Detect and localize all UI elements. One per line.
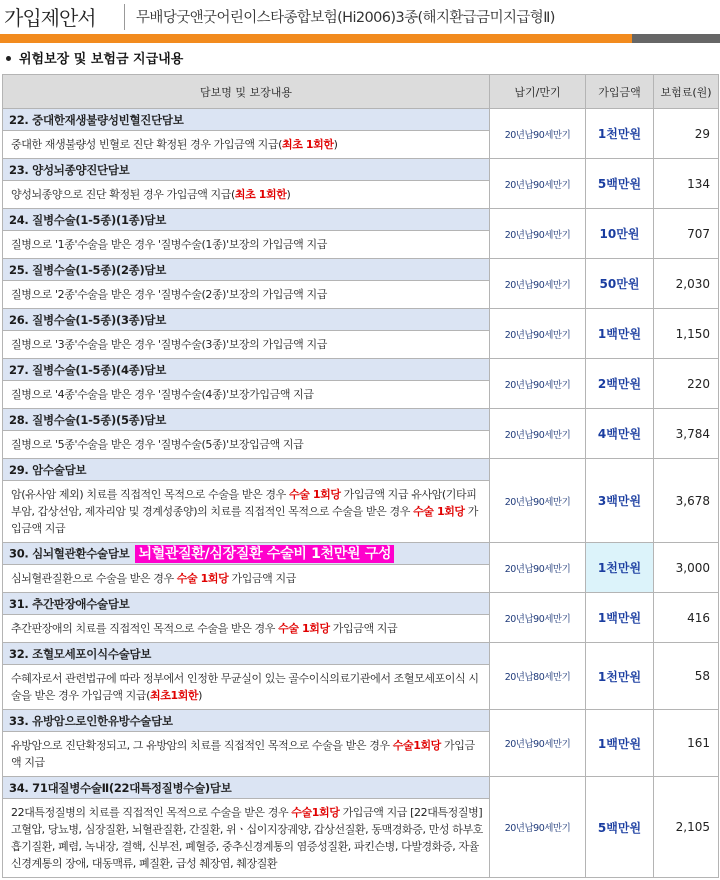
coverage-name: 26. 질병수술(1-5종)(3종)담보 bbox=[9, 312, 167, 327]
bullet-icon bbox=[6, 56, 11, 61]
coverage-name-cell bbox=[3, 459, 490, 481]
description-text: 추간판장애의 치료를 직접적인 목적으로 수술을 받은 경우 bbox=[11, 622, 279, 635]
coverage-term: 20년납90세만기 bbox=[490, 209, 586, 259]
coverage-name: 31. 추간판장애수술담보 bbox=[9, 596, 130, 611]
coverage-name-row bbox=[3, 409, 719, 431]
section-heading bbox=[6, 48, 183, 68]
header-name: 담보명 및 보장내용 bbox=[3, 75, 490, 109]
coverage-description bbox=[3, 331, 490, 359]
description-text: ) bbox=[198, 689, 203, 702]
coverage-term: 20년납90세만기 bbox=[490, 710, 586, 777]
description-text: 심뇌혈관질환으로 수술을 받은 경우 bbox=[11, 572, 177, 585]
coverage-name-row bbox=[3, 209, 719, 231]
header-premium: 보험료(원) bbox=[654, 75, 719, 109]
description-text: 질병으로 '3종'수술을 받은 경우 '질병수술(3종)'보장의 가입금액 지급 bbox=[11, 338, 327, 351]
coverage-name-row bbox=[3, 459, 719, 481]
coverage-name-row bbox=[3, 359, 719, 381]
coverage-name-row bbox=[3, 777, 719, 799]
coverage-name: 25. 질병수술(1-5종)(2종)담보 bbox=[9, 262, 167, 277]
coverage-premium: 58 bbox=[654, 643, 719, 710]
coverage-premium: 3,000 bbox=[654, 543, 719, 593]
description-text: 가입금액 지급 [22대특정질병] 고혈압, 당뇨병, 심장질환, 뇌혈관질환, 간질환, 위ㆍ십이지장궤양, 갑상선질환, 동맥경화증, 만성 하부호흡기질환, 폐렴, 녹내장, 결핵, 신부전, 폐혈증, 중추신경계통의 염증성질환, 파킨슨병, 다발경화증, 자율신경계통의 장애, 대동맥류, 폐질환, 급성 췌장염, 췌장질환 bbox=[11, 806, 483, 870]
description-text: 가입금액 지급 bbox=[11, 505, 478, 535]
coverage-name-cell bbox=[3, 643, 490, 665]
coverage-amount: 1천만원 bbox=[586, 543, 654, 593]
coverage-description bbox=[3, 665, 490, 710]
emphasis-text: 수술 1회당 bbox=[176, 572, 229, 585]
coverage-name-row bbox=[3, 543, 719, 565]
coverage-term: 20년납90세만기 bbox=[490, 159, 586, 209]
coverage-description bbox=[3, 732, 490, 777]
coverage-name-cell bbox=[3, 109, 490, 131]
coverage-name-cell bbox=[3, 593, 490, 615]
coverage-name: 24. 질병수술(1-5종)(1종)담보 bbox=[9, 212, 167, 227]
document-title: 가입제안서 bbox=[4, 6, 96, 30]
coverage-name: 34. 71대질병수술Ⅱ(22대특정질병수술)담보 bbox=[9, 780, 232, 795]
coverage-amount: 5백만원 bbox=[586, 159, 654, 209]
header-amount: 가입금액 bbox=[586, 75, 654, 109]
emphasis-text: 최초1회한 bbox=[150, 689, 199, 702]
description-text: ) bbox=[286, 188, 291, 201]
coverage-description bbox=[3, 565, 490, 593]
coverage-amount: 5백만원 bbox=[586, 777, 654, 878]
description-text: 22대특정질병의 치료를 직접적인 목적으로 수술을 받은 경우 bbox=[11, 806, 292, 819]
coverage-description bbox=[3, 231, 490, 259]
coverage-premium: 2,030 bbox=[654, 259, 719, 309]
coverage-amount: 1백만원 bbox=[586, 710, 654, 777]
coverage-name-cell bbox=[3, 359, 490, 381]
coverage-amount: 50만원 bbox=[586, 259, 654, 309]
coverage-name: 33. 유방암으로인한유방수술담보 bbox=[9, 713, 173, 728]
coverage-premium: 29 bbox=[654, 109, 719, 159]
accent-bar bbox=[0, 34, 632, 43]
product-name: 무배당굿앤굿어린이스타종합보험(Hi2006)3종(해지환급금미지급형Ⅱ) bbox=[136, 10, 555, 26]
coverage-term: 20년납90세만기 bbox=[490, 259, 586, 309]
coverage-premium: 2,105 bbox=[654, 777, 719, 878]
coverage-name-cell bbox=[3, 159, 490, 181]
emphasis-text: 수술 1회당 bbox=[413, 505, 465, 518]
coverage-term: 20년납90세만기 bbox=[490, 777, 586, 878]
coverage-name-row bbox=[3, 109, 719, 131]
coverage-term: 20년납90세만기 bbox=[490, 109, 586, 159]
description-text: 중대한 재생불량성 빈혈로 진단 확정된 경우 가입금액 지급( bbox=[11, 138, 282, 151]
emphasis-text: 수술 1회당 bbox=[288, 488, 341, 501]
coverage-name-row bbox=[3, 643, 719, 665]
coverage-term: 20년납90세만기 bbox=[490, 409, 586, 459]
description-text: 가입금액 지급 bbox=[228, 572, 296, 585]
description-text: 질병으로 '5종'수술을 받은 경우 '질병수술(5종)'보장입금액 지급 bbox=[11, 438, 304, 451]
description-text: 질병으로 '4종'수술을 받은 경우 '질병수술(4종)'보장가입금액 지급 bbox=[11, 388, 314, 401]
coverage-name: 28. 질병수술(1-5종)(5종)담보 bbox=[9, 412, 167, 427]
coverage-name: 29. 암수술담보 bbox=[9, 462, 87, 477]
description-text: 양성뇌종양으로 진단 확정된 경우 가입금액 지급( bbox=[11, 188, 235, 201]
coverage-name: 22. 중대한재생불량성빈혈진단담보 bbox=[9, 112, 184, 127]
coverage-term: 20년납90세만기 bbox=[490, 543, 586, 593]
coverage-term: 20년납90세만기 bbox=[490, 459, 586, 543]
coverage-name-row bbox=[3, 159, 719, 181]
coverage-premium: 416 bbox=[654, 593, 719, 643]
accent-bar-gray bbox=[632, 34, 720, 43]
coverage-name-row bbox=[3, 593, 719, 615]
description-text: 질병으로 '1종'수술을 받은 경우 '질병수술(1종)'보장의 가입금액 지급 bbox=[11, 238, 327, 251]
coverage-name: 23. 양성뇌종양진단담보 bbox=[9, 162, 130, 177]
highlight-note: 뇌혈관질환/심장질환 수술비 1천만원 구성 bbox=[135, 545, 394, 563]
coverage-amount: 1백만원 bbox=[586, 309, 654, 359]
coverage-name-cell bbox=[3, 710, 490, 732]
table-header-row bbox=[3, 75, 719, 109]
coverage-premium: 220 bbox=[654, 359, 719, 409]
coverage-name-row bbox=[3, 309, 719, 331]
coverage-name: 32. 조혈모세포이식수술담보 bbox=[9, 646, 152, 661]
description-text: 가입금액 지급 bbox=[11, 739, 475, 769]
coverage-premium: 1,150 bbox=[654, 309, 719, 359]
coverage-name-cell bbox=[3, 209, 490, 231]
coverage-name-cell bbox=[3, 259, 490, 281]
coverage-premium: 3,784 bbox=[654, 409, 719, 459]
coverage-premium: 161 bbox=[654, 710, 719, 777]
emphasis-text: 수술 1회당 bbox=[278, 622, 330, 635]
coverage-premium: 3,678 bbox=[654, 459, 719, 543]
emphasis-text: 수술1회당 bbox=[291, 806, 340, 819]
coverage-amount: 1천만원 bbox=[586, 109, 654, 159]
coverage-name-cell bbox=[3, 777, 490, 799]
coverage-description bbox=[3, 481, 490, 543]
header-term: 납기/만기 bbox=[490, 75, 586, 109]
description-text: 가입금액 지급 bbox=[329, 622, 398, 635]
coverage-amount: 10만원 bbox=[586, 209, 654, 259]
section-title: 위험보장 및 보험금 지급내용 bbox=[19, 52, 184, 67]
coverage-name: 30. 심뇌혈관환수술담보 bbox=[9, 546, 130, 560]
emphasis-text: 수술1회당 bbox=[392, 739, 441, 752]
coverage-description bbox=[3, 799, 490, 878]
description-text: 질병으로 '2종'수술을 받은 경우 '질병수술(2종)'보장의 가입금액 지급 bbox=[11, 288, 327, 301]
description-text: ) bbox=[333, 138, 338, 151]
coverage-amount: 1천만원 bbox=[586, 643, 654, 710]
coverage-name-cell bbox=[3, 543, 490, 565]
description-text: 암(유사암 제외) 치료를 직접적인 목적으로 수술을 받은 경우 bbox=[11, 488, 289, 501]
description-text: 가입금액 지급 유사암(기타피부암, 갑상선암, 제자리암 및 경계성종양)의 치료를 직접적인 목적으로 수술을 받은 경우 bbox=[11, 488, 477, 518]
coverage-name-cell bbox=[3, 309, 490, 331]
emphasis-text: 최초 1회한 bbox=[234, 188, 287, 201]
coverage-amount: 1백만원 bbox=[586, 593, 654, 643]
coverage-term: 20년납90세만기 bbox=[490, 359, 586, 409]
coverage-amount: 3백만원 bbox=[586, 459, 654, 543]
coverage-term: 20년납90세만기 bbox=[490, 309, 586, 359]
coverage-amount: 2백만원 bbox=[586, 359, 654, 409]
coverage-table bbox=[2, 74, 719, 878]
coverage-description bbox=[3, 431, 490, 459]
coverage-name-cell bbox=[3, 409, 490, 431]
coverage-premium: 707 bbox=[654, 209, 719, 259]
coverage-name-row bbox=[3, 259, 719, 281]
coverage-description bbox=[3, 281, 490, 309]
description-text: 유방암으로 진단확정되고, 그 유방암의 치료를 직접적인 목적으로 수술을 받은 경우 bbox=[11, 739, 393, 752]
header-divider bbox=[124, 4, 125, 30]
coverage-description bbox=[3, 381, 490, 409]
coverage-term: 20년납80세만기 bbox=[490, 643, 586, 710]
document-header bbox=[0, 0, 720, 34]
coverage-term: 20년납90세만기 bbox=[490, 593, 586, 643]
coverage-description bbox=[3, 131, 490, 159]
emphasis-text: 최초 1회한 bbox=[282, 138, 334, 151]
coverage-description bbox=[3, 181, 490, 209]
coverage-description bbox=[3, 615, 490, 643]
coverage-name-row bbox=[3, 710, 719, 732]
description-text: 수혜자로서 관련법규에 따라 정부에서 인정한 무균실이 있는 골수이식의료기관에서 조혈모세포이식 시술을 받은 경우 가입금액 지급( bbox=[11, 672, 479, 702]
coverage-amount: 4백만원 bbox=[586, 409, 654, 459]
coverage-premium: 134 bbox=[654, 159, 719, 209]
coverage-name: 27. 질병수술(1-5종)(4종)담보 bbox=[9, 362, 167, 377]
